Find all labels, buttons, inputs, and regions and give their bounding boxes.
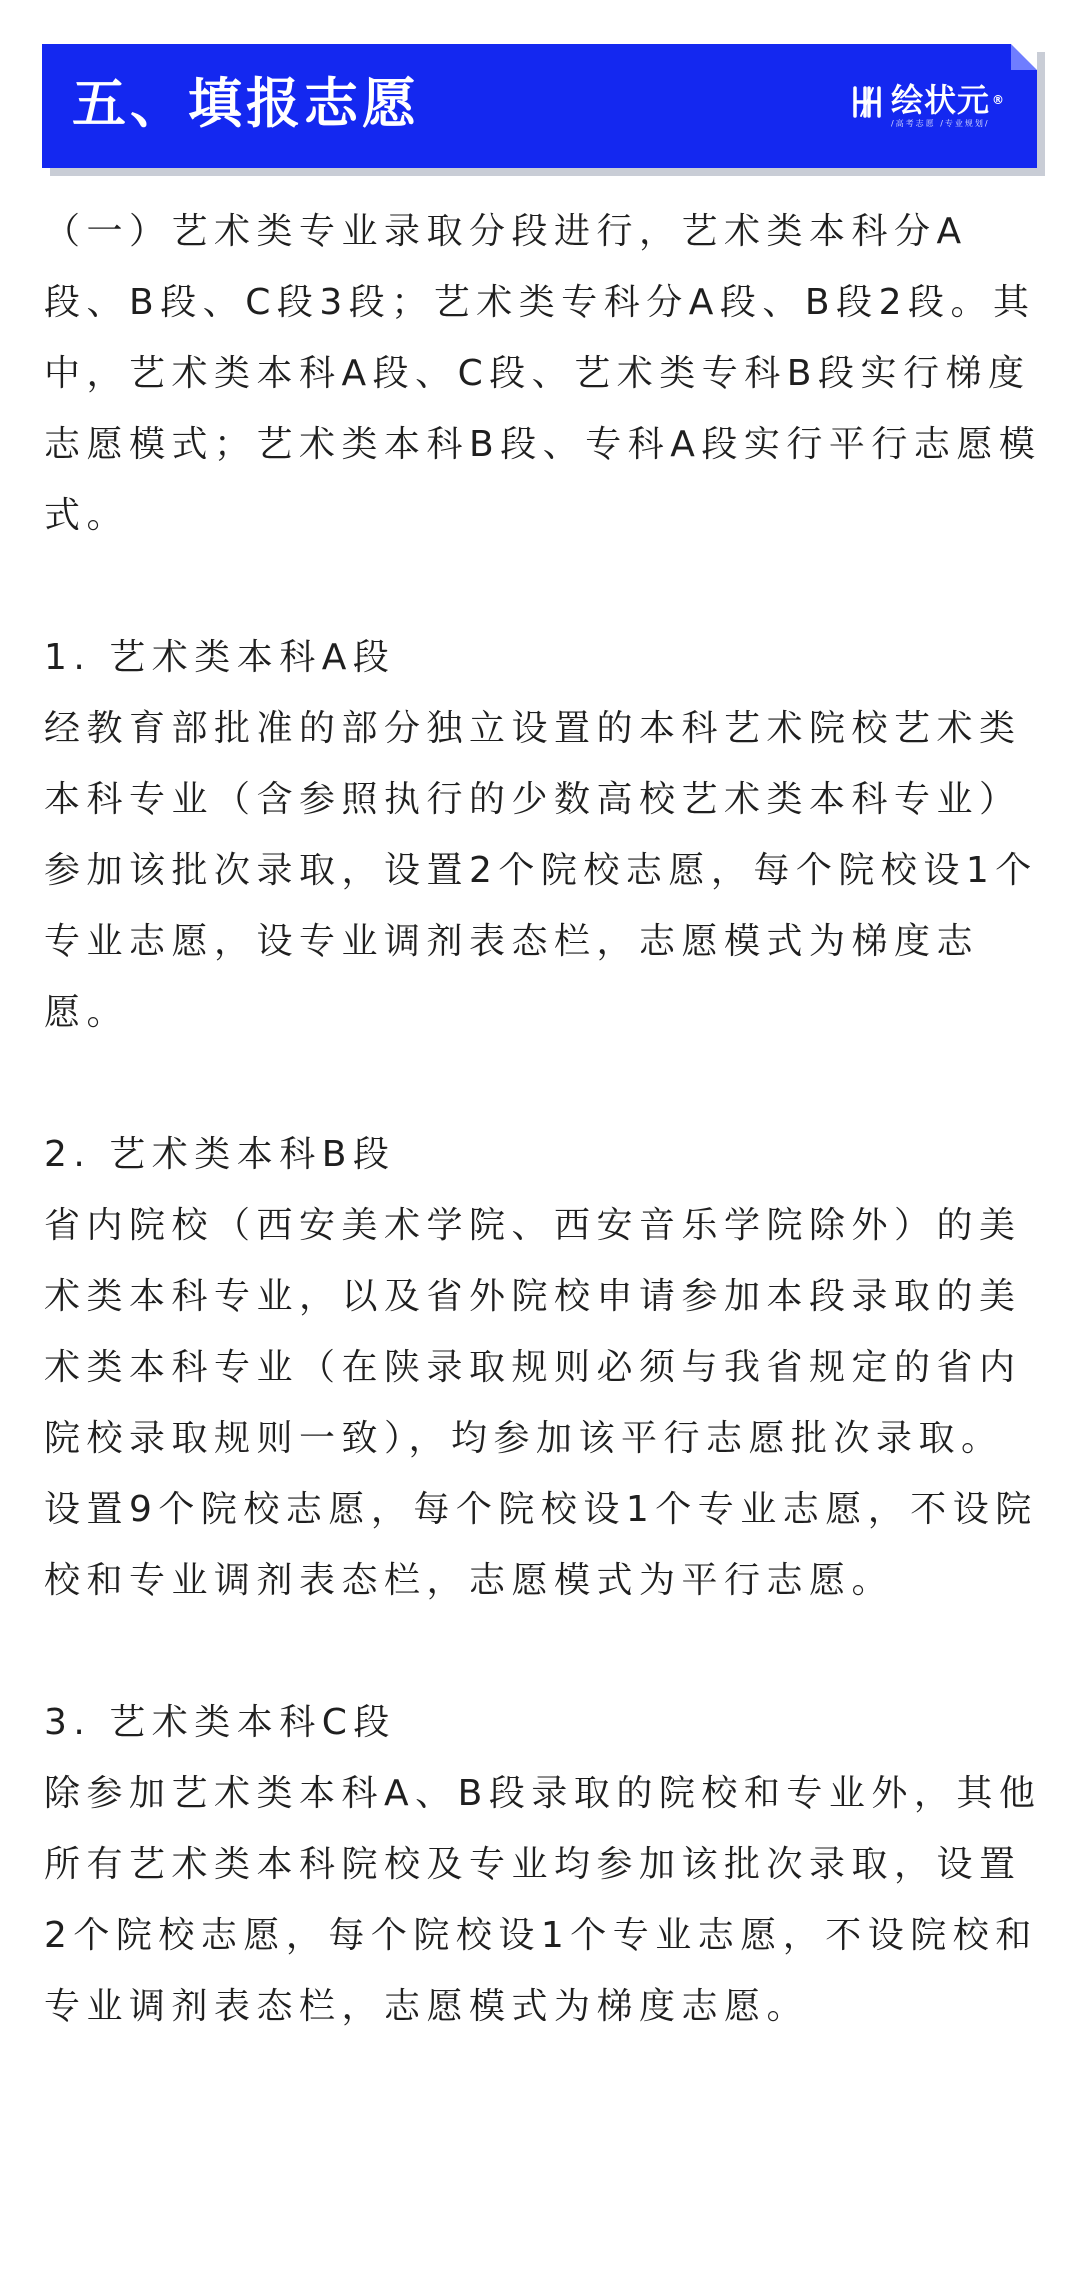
section-1-body: 经教育部批准的部分独立设置的本科艺术院校艺术类本科专业（含参照执行的少数高校艺术类本科专业）参加该批次录取，设置2个院校志愿，每个院校设1个专业志愿，设专业调剂表态栏，志愿模式为梯度志愿。: [44, 708, 1038, 1033]
paragraph-gap: [44, 551, 1044, 622]
logo-mark-icon: [851, 84, 883, 120]
article-body: [44, 196, 1044, 2042]
corner-fold: [1011, 44, 1037, 70]
section-1-heading: 1. 艺术类本科A段: [44, 637, 396, 678]
section-3-body: 除参加艺术类本科A、B段录取的院校和专业外，其他所有艺术类本科院校及专业均参加该批次录取，设置2个院校志愿，每个院校设1个专业志愿，不设院校和专业调剂表态栏，志愿模式为梯度志愿。: [44, 1773, 1042, 2027]
registered-mark: ®: [992, 93, 1005, 107]
logo-tagline: /高考志愿 /专业规划/: [890, 119, 990, 128]
section-2-heading: 2. 艺术类本科B段: [44, 1134, 396, 1175]
section-2-body: 省内院校（西安美术学院、西安音乐学院除外）的美术类本科专业，以及省外院校申请参加本段录取的美术类本科专业（在陕录取规则必须与我省规定的省内院校录取规则一致），均参加该平行志愿批次录取。设置9个院校志愿，每个院校设1个专业志愿，不设院校和专业调剂表态栏，志愿模式为平行志愿。: [44, 1205, 1038, 1601]
brand-logo: [851, 82, 1005, 132]
paragraph-gap: [44, 1616, 1044, 1687]
section-3-heading: 3. 艺术类本科C段: [44, 1702, 396, 1743]
section-title: 五、填报志愿: [72, 72, 420, 135]
section-header: [42, 44, 1037, 168]
logo-name: 绘状元 ®: [890, 81, 1005, 119]
paragraph-gap: [44, 1048, 1044, 1119]
intro-paragraph: （一）艺术类专业录取分段进行，艺术类本科分A段、B段、C段3段；艺术类专科分A段、B段2段。其中，艺术类本科A段、C段、艺术类专科B段实行梯度志愿模式；艺术类本科B段、专科A段实行平行志愿模式。: [44, 211, 1042, 536]
